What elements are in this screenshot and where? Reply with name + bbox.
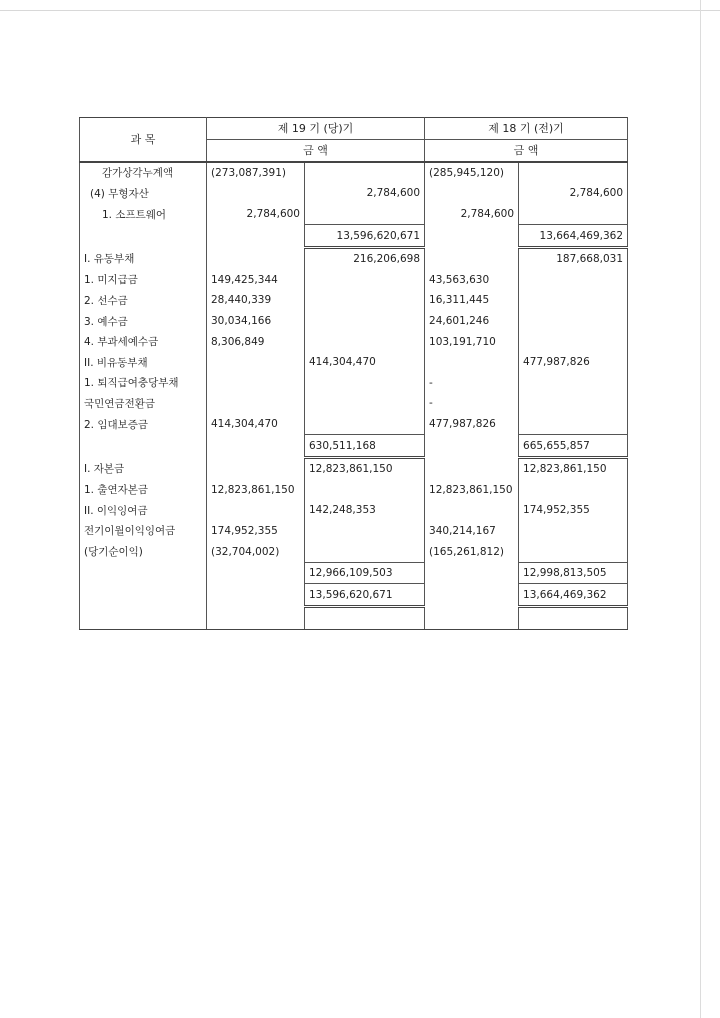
table-row — [80, 162, 628, 184]
row-label — [80, 584, 207, 607]
current-detail — [207, 373, 305, 394]
table-row — [80, 204, 628, 225]
prior-amount-header: 금 액 — [425, 139, 628, 162]
table-row — [80, 225, 628, 248]
prior-total — [519, 541, 628, 562]
prior-total — [519, 480, 628, 501]
prior-detail: 16,311,445 — [425, 290, 519, 311]
current-total — [305, 204, 425, 225]
current-total: 13,596,620,671 — [305, 584, 425, 607]
prior-total: 187,668,031 — [519, 247, 628, 269]
current-total — [305, 331, 425, 352]
current-detail — [207, 225, 305, 248]
current-detail: 414,304,470 — [207, 414, 305, 435]
table-row — [80, 373, 628, 394]
prior-total: 12,998,813,505 — [519, 562, 628, 584]
prior-total — [519, 162, 628, 184]
prior-total: 477,987,826 — [519, 352, 628, 373]
current-detail: 2,784,600 — [207, 204, 305, 225]
row-label: 2. 선수금 — [80, 290, 207, 311]
prior-total: 2,784,600 — [519, 183, 628, 204]
prior-detail: - — [425, 373, 519, 394]
current-total — [305, 607, 425, 630]
current-total — [305, 311, 425, 332]
prior-total: 12,823,861,150 — [519, 457, 628, 479]
row-label: I. 자본금 — [80, 457, 207, 479]
prior-detail: 103,191,710 — [425, 331, 519, 352]
current-total: 2,784,600 — [305, 183, 425, 204]
prior-detail — [425, 352, 519, 373]
table-row — [80, 521, 628, 542]
account-header: 과 목 — [80, 118, 207, 162]
current-detail: 149,425,344 — [207, 270, 305, 291]
prior-detail: 2,784,600 — [425, 204, 519, 225]
current-amount-header: 금 액 — [207, 139, 425, 162]
row-label: 4. 부과세예수금 — [80, 331, 207, 352]
prior-total: 665,655,857 — [519, 435, 628, 458]
header-row-periods — [80, 118, 628, 140]
prior-period-header: 제 18 기 (전)기 — [425, 118, 628, 140]
table-row — [80, 457, 628, 479]
current-total: 13,596,620,671 — [305, 225, 425, 248]
table-row — [80, 393, 628, 414]
prior-total — [519, 393, 628, 414]
current-detail: (273,087,391) — [207, 162, 305, 184]
row-label: (4) 무형자산 — [80, 183, 207, 204]
row-label — [80, 562, 207, 584]
current-detail — [207, 457, 305, 479]
prior-total: 13,664,469,362 — [519, 584, 628, 607]
current-detail: 28,440,339 — [207, 290, 305, 311]
current-detail — [207, 393, 305, 414]
current-detail: 30,034,166 — [207, 311, 305, 332]
current-total — [305, 414, 425, 435]
prior-detail — [425, 225, 519, 248]
current-detail — [207, 500, 305, 521]
row-label — [80, 225, 207, 248]
prior-detail: 477,987,826 — [425, 414, 519, 435]
prior-total — [519, 331, 628, 352]
row-label: 전기이월이익잉여금 — [80, 521, 207, 542]
prior-detail: - — [425, 393, 519, 414]
current-total: 414,304,470 — [305, 352, 425, 373]
current-total — [305, 290, 425, 311]
row-label: 1. 소프트웨어 — [80, 204, 207, 225]
table-row — [80, 562, 628, 584]
table-row — [80, 290, 628, 311]
prior-total — [519, 270, 628, 291]
prior-detail — [425, 183, 519, 204]
prior-detail: 12,823,861,150 — [425, 480, 519, 501]
row-label: II. 이익잉여금 — [80, 500, 207, 521]
current-total — [305, 393, 425, 414]
table-row — [80, 311, 628, 332]
table-row — [80, 247, 628, 269]
current-detail: 174,952,355 — [207, 521, 305, 542]
table-row — [80, 183, 628, 204]
page-top-edge — [0, 10, 720, 11]
current-total — [305, 270, 425, 291]
current-detail — [207, 352, 305, 373]
row-label: I. 유동부채 — [80, 247, 207, 269]
current-total — [305, 521, 425, 542]
current-total — [305, 373, 425, 394]
prior-total — [519, 521, 628, 542]
current-total — [305, 162, 425, 184]
prior-detail — [425, 562, 519, 584]
prior-total — [519, 373, 628, 394]
prior-detail: 43,563,630 — [425, 270, 519, 291]
page-right-edge — [700, 0, 701, 1018]
current-detail: 12,823,861,150 — [207, 480, 305, 501]
prior-total — [519, 414, 628, 435]
prior-detail — [425, 500, 519, 521]
current-detail — [207, 183, 305, 204]
current-detail — [207, 607, 305, 630]
row-label: (당기순이익) — [80, 541, 207, 562]
prior-total — [519, 311, 628, 332]
prior-detail — [425, 607, 519, 630]
prior-detail — [425, 435, 519, 458]
current-total — [305, 480, 425, 501]
table-row — [80, 414, 628, 435]
table-row — [80, 435, 628, 458]
row-label: 2. 임대보증금 — [80, 414, 207, 435]
current-detail — [207, 247, 305, 269]
current-detail: 8,306,849 — [207, 331, 305, 352]
prior-detail — [425, 457, 519, 479]
table-row — [80, 270, 628, 291]
row-label: 1. 출연자본금 — [80, 480, 207, 501]
table-row — [80, 352, 628, 373]
balance-sheet-table — [79, 117, 628, 630]
current-total: 12,966,109,503 — [305, 562, 425, 584]
table-row — [80, 584, 628, 607]
current-detail — [207, 435, 305, 458]
prior-detail: (165,261,812) — [425, 541, 519, 562]
prior-detail: (285,945,120) — [425, 162, 519, 184]
row-label: 1. 미지급금 — [80, 270, 207, 291]
table-row — [80, 607, 628, 630]
row-label: II. 비유동부채 — [80, 352, 207, 373]
prior-detail: 24,601,246 — [425, 311, 519, 332]
prior-total — [519, 204, 628, 225]
prior-total — [519, 607, 628, 630]
table-row — [80, 541, 628, 562]
prior-total: 174,952,355 — [519, 500, 628, 521]
row-label — [80, 435, 207, 458]
current-total: 142,248,353 — [305, 500, 425, 521]
row-label: 국민연금전환금 — [80, 393, 207, 414]
row-label — [80, 607, 207, 630]
current-total: 630,511,168 — [305, 435, 425, 458]
prior-detail — [425, 584, 519, 607]
current-detail — [207, 584, 305, 607]
table-row — [80, 480, 628, 501]
current-period-header: 제 19 기 (당)기 — [207, 118, 425, 140]
current-detail: (32,704,002) — [207, 541, 305, 562]
row-label: 감가상각누계액 — [80, 162, 207, 184]
table-row — [80, 500, 628, 521]
current-total: 12,823,861,150 — [305, 457, 425, 479]
prior-detail — [425, 247, 519, 269]
row-label: 3. 예수금 — [80, 311, 207, 332]
table-row — [80, 331, 628, 352]
current-total — [305, 541, 425, 562]
prior-total — [519, 290, 628, 311]
prior-total: 13,664,469,362 — [519, 225, 628, 248]
row-label: 1. 퇴직급여충당부채 — [80, 373, 207, 394]
current-detail — [207, 562, 305, 584]
prior-detail: 340,214,167 — [425, 521, 519, 542]
current-total: 216,206,698 — [305, 247, 425, 269]
